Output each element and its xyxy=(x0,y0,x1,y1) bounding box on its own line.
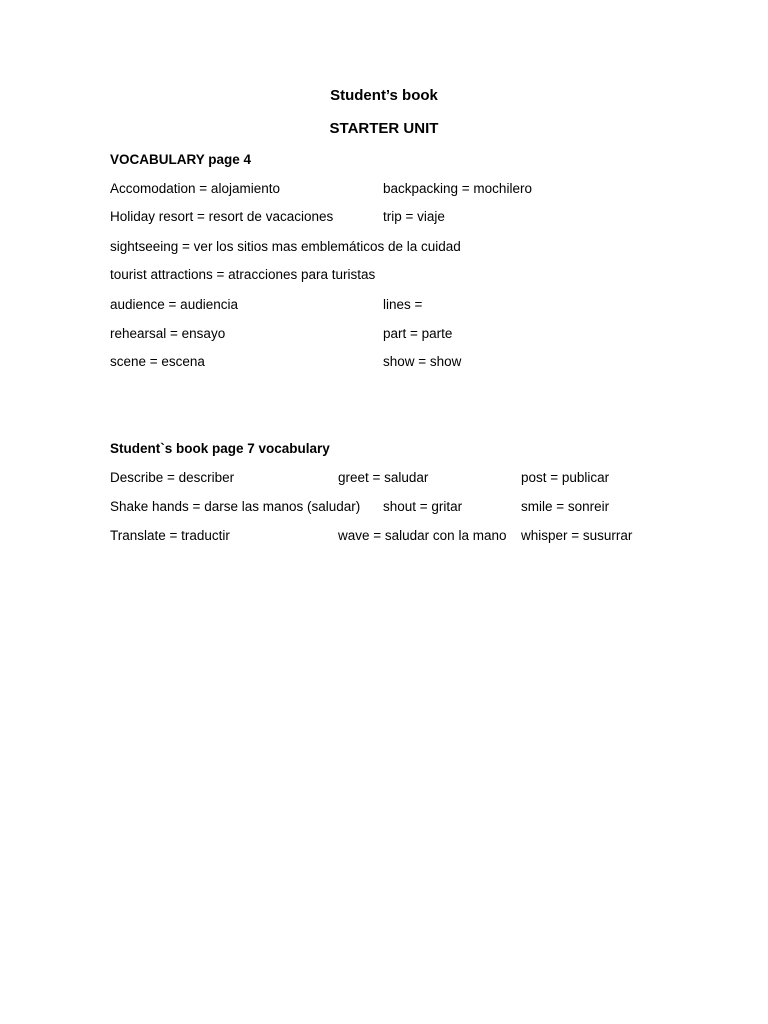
section1-heading: VOCABULARY page 4 xyxy=(110,152,252,167)
vocab-entry: audience = audiencia xyxy=(110,297,238,312)
vocab-entry: rehearsal = ensayo xyxy=(110,326,226,341)
vocab-entry: Accomodation = alojamiento xyxy=(110,181,280,196)
vocab-entry: whisper = susurrar xyxy=(521,528,633,543)
vocab-entry: lines = xyxy=(383,297,423,312)
vocab-entry: sightseeing = ver los sitios mas emblemáticos de la cuidad xyxy=(110,239,461,254)
document-subtitle: STARTER UNIT xyxy=(329,120,439,137)
vocab-entry: greet = saludar xyxy=(338,470,429,485)
document-title: Student’s book xyxy=(330,87,438,104)
vocab-entry: backpacking = mochilero xyxy=(383,181,532,196)
vocab-entry: Shake hands = darse las manos (saludar) xyxy=(110,499,361,514)
vocab-entry: tourist attractions = atracciones para turistas xyxy=(110,267,376,282)
vocab-entry: Translate = traductir xyxy=(110,528,230,543)
section2-heading: Student`s book page 7 vocabulary xyxy=(110,441,330,456)
vocab-entry: wave = saludar con la mano xyxy=(338,528,507,543)
vocab-entry: Describe = describer xyxy=(110,470,235,485)
vocab-entry: smile = sonreir xyxy=(521,499,610,514)
vocab-entry: trip = viaje xyxy=(383,209,445,224)
vocab-entry: shout = gritar xyxy=(383,499,463,514)
vocab-entry: post = publicar xyxy=(521,470,610,485)
vocab-entry: show = show xyxy=(383,354,462,369)
vocab-entry: Holiday resort = resort de vacaciones xyxy=(110,209,334,224)
vocab-entry: scene = escena xyxy=(110,354,205,369)
vocab-entry: part = parte xyxy=(383,326,453,341)
